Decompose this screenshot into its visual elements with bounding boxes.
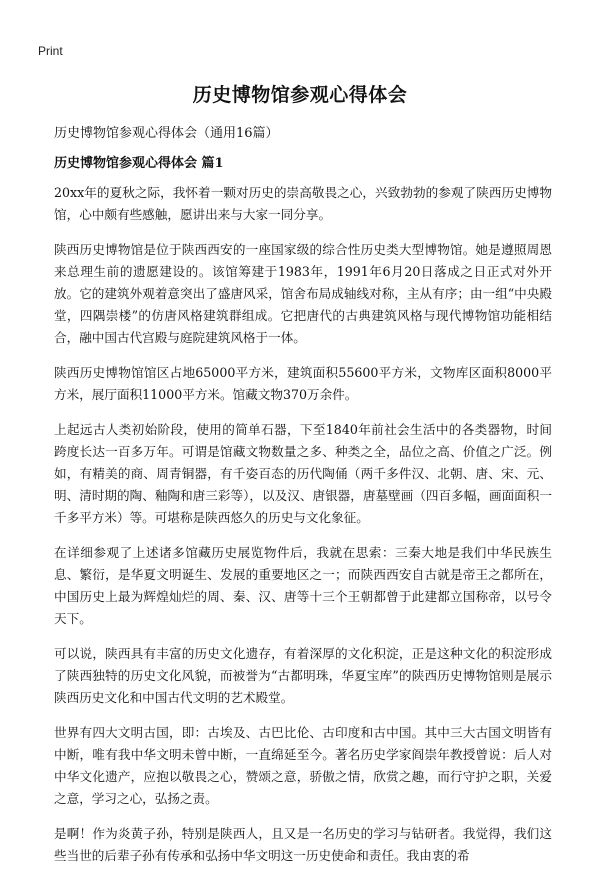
page-title: 历史博物馆参观心得体会 — [192, 84, 408, 106]
print-label: Print — [38, 44, 63, 58]
paragraph: 可以说，陕西具有丰富的历史文化遗存，有着深厚的文化积淀，正是这种文化的积淀形成了陕西独特的历史文化风貌，而被誉为“古都明珠，华夏宝库”的陕西历史博物馆则是展示陕西历史文化和中国古代文明的艺术殿堂。 — [54, 646, 552, 705]
paragraph: 世界有四大文明古国，即：古埃及、古巴比伦、古印度和古中国。其中三大古国文明皆有中断，唯有我中华文明未曾中断，一直绵延至今。著名历史学家阎崇年教授曾说：后人对中华文化遗产，应抱以敬畏之心，赞颂之意，骄傲之情，欣赏之趣，而行守护之职，关爱之意，学习之心，弘扬之责。 — [54, 725, 552, 806]
paragraph: 是啊！作为炎黄子孙，特别是陕西人，且又是一名历史的学习与钻研者。我觉得，我们这些当世的后辈子孙有传承和弘扬中华文明这一历史使命和责任。我由衷的希 — [54, 826, 552, 863]
paragraph: 上起远古人类初始阶段，使用的简单石器，下至1840年前社会生活中的各类器物，时间跨度长达一百多万年。可谓是馆藏文物数量之多、种类之全，品位之高、价值之广泛。例如，有精美的商、周青铜器，有千姿百态的历代陶俑（两千多件汉、北朝、唐、宋、元、明、清时期的陶、釉陶和唐三彩等），以及汉、唐银器，唐墓壁画（四百多幅，画面面积一千多平方米）等。可堪称是陕西悠久的历史与文化象征。 — [54, 422, 552, 525]
section-heading: 历史博物馆参观心得体会 篇1 — [54, 156, 224, 171]
document-subtitle: 历史博物馆参观心得体会（通用16篇） — [54, 126, 279, 141]
paragraph: 陕西历史博物馆馆区占地65000平方米，建筑面积55600平方米，文物库区面积8000平方米，展厅面积11000平方米。馆藏文物370万余件。 — [54, 365, 552, 402]
paragraph: 陕西历史博物馆是位于陕西西安的一座国家级的综合性历史类大型博物馆。她是遵照周恩来总理生前的遗愿建设的。该馆筹建于1983年，1991年6月20日落成之日正式对外开放。它的建筑外观着意突出了盛唐风采，馆舍布局成轴线对称，主从有序；由一组“中央殿堂，四隅崇楼”的仿唐风格建筑群组成。它把唐代的古典建筑风格与现代博物馆功能相结合，融中国古代宫殿与庭院建筑风格于一体。 — [54, 242, 552, 345]
article-body — [54, 182, 552, 880]
paragraph: 20xx年的夏秋之际，我怀着一颗对历史的崇高敬畏之心，兴致勃勃的参观了陕西历史博物馆，心中颇有些感触，愿讲出来与大家一同分享。 — [54, 185, 552, 222]
paragraph: 在详细参观了上述诸多馆藏历史展览物件后，我就在思索：三秦大地是我们中华民族生息、繁衍，是华夏文明诞生、发展的重要地区之一；而陕西西安自古就是帝王之都所在，中国历史上最为辉煌灿烂的周、秦、汉、唐等十三个王朝都曾于此建都立国称帝，以号令天下。 — [54, 545, 552, 626]
